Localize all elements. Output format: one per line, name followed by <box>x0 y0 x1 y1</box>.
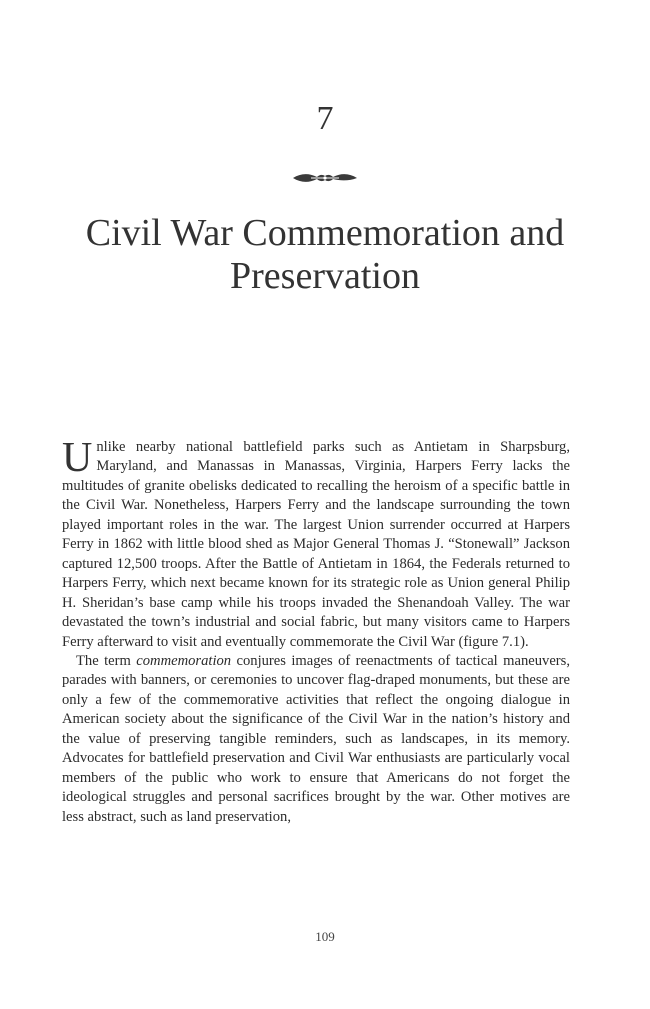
drop-cap: U <box>62 435 93 481</box>
page-number: 109 <box>315 929 335 944</box>
emphasized-term: commemoration <box>136 652 232 669</box>
paragraph-2-text: conjures images of reenactments of tactical maneuvers, parades with banners, or ceremonies to uncover flag-draped monuments, but these are only a few of the commemorative activities that reflect the ongoing dialogue in American society about the significance of the Civil War in the nation’s history and the value of preserving tangible reminders, such as landscapes, in its memory. Advocates for battlefield preservation and Civil War enthusiasts are particularly vocal members of the public who work to ensure that Americans do not forget the ideological struggles and personal sacrifices brought by the war. Other motives are less abstract, such as land preservation, <box>62 652 570 825</box>
paragraph-2 <box>62 652 570 827</box>
paragraph-1-text: nlike nearby national battlefield parks such as Antietam in Sharpsburg, Maryland, and Manassas in Manassas, Virginia, Harpers Ferry lacks the multitudes of granite obelisks dedicated to recalling the heroism of a specific battle in the Civil War. Nonetheless, Harpers Ferry and the landscape surrounding the town played important roles in the war. The largest Union surrender occurred at Harpers Ferry in 1862 with little blood shed as Major General Thomas J. “Stonewall” Jackson captured 12,500 troops. After the Battle of Antietam in 1864, the Federals returned to Harpers Ferry, which next became known for its strategic role as Union general Philip H. Sheridan’s base camp while his troops invaded the Shenandoah Valley. The war devastated the town’s industrial and social fabric, but many visitors came to Harpers Ferry afterward to visit and eventually commemorate the Civil War (figure 7.1). <box>62 439 570 650</box>
chapter-title: Civil War Commemoration and Preservation <box>85 212 565 297</box>
chapter-number: 7 <box>316 100 334 137</box>
paragraph-1 <box>62 435 570 652</box>
body-text <box>62 435 570 827</box>
fleuron-ornament-icon <box>291 170 359 186</box>
paragraph-2-lead: The term <box>76 652 137 669</box>
